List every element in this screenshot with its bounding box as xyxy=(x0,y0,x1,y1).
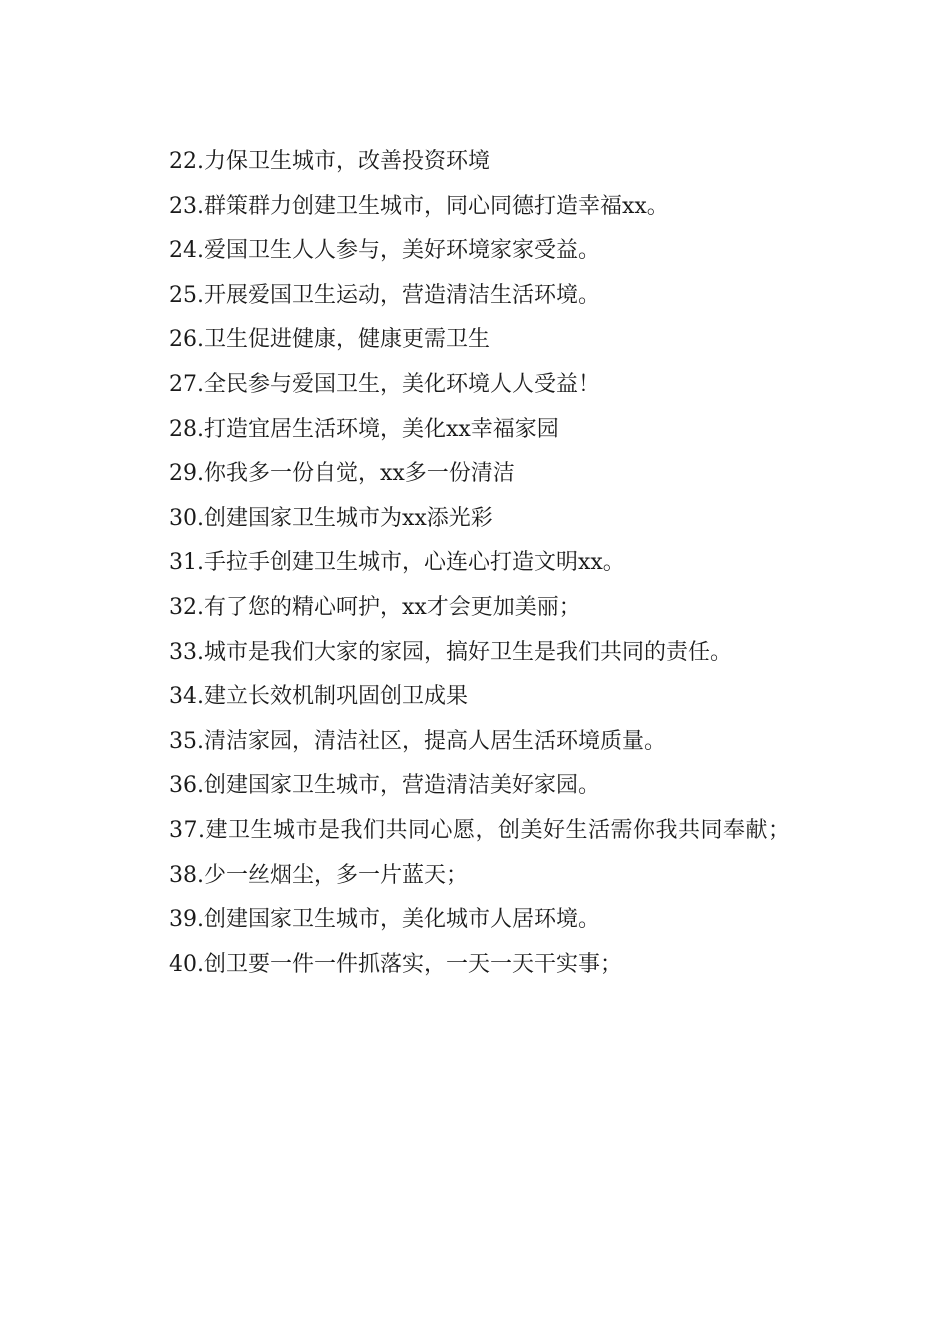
slogan-item: 39.创建国家卫生城市，美化城市人居环境。 xyxy=(169,907,600,933)
slogan-item: 22.力保卫生城市，改善投资环境 xyxy=(169,149,490,174)
slogan-item: 27.全民参与爱国卫生，美化环境人人受益！ xyxy=(169,371,600,397)
slogan-item: 34.建立长效机制巩固创卫成果 xyxy=(169,684,468,710)
slogan-item-wrapped: 37.建卫生城市是我们共同心愿，创美好生活需你我共同奉献； xyxy=(169,817,791,843)
slogan-item: 30.创建国家卫生城市为xx添光彩 xyxy=(169,505,493,531)
slogan-item: 31.手拉手创建卫生城市，心连心打造文明xx。 xyxy=(169,550,625,576)
slogan-item: 29.你我多一份自觉，xx多一份清洁 xyxy=(169,461,515,487)
slogan-item: 38.少一丝烟尘，多一片蓝天； xyxy=(169,862,468,888)
slogan-item: 26.卫生促进健康，健康更需卫生 xyxy=(169,327,490,353)
slogan-item: 35.清洁家园，清洁社区，提高人居生活环境质量。 xyxy=(169,728,666,754)
slogan-item: 40.创卫要一件一件抓落实，一天一天干实事； xyxy=(169,951,622,977)
slogan-item: 25.开展爱国卫生运动，营造清洁生活环境。 xyxy=(169,282,600,308)
slogan-item: 28.打造宜居生活环境，美化xx幸福家园 xyxy=(169,416,559,442)
slogan-item: 33.城市是我们大家的家园，搞好卫生是我们共同的责任。 xyxy=(169,639,732,665)
slogan-item: 32.有了您的精心呵护，xx才会更加美丽； xyxy=(169,594,581,620)
slogan-item: 24.爱国卫生人人参与，美好环境家家受益。 xyxy=(169,238,600,264)
slogan-item: 36.创建国家卫生城市，营造清洁美好家园。 xyxy=(169,773,600,799)
slogan-list xyxy=(113,140,825,987)
slogan-item: 23.群策群力创建卫生城市，同心同德打造幸福xx。 xyxy=(169,193,669,219)
